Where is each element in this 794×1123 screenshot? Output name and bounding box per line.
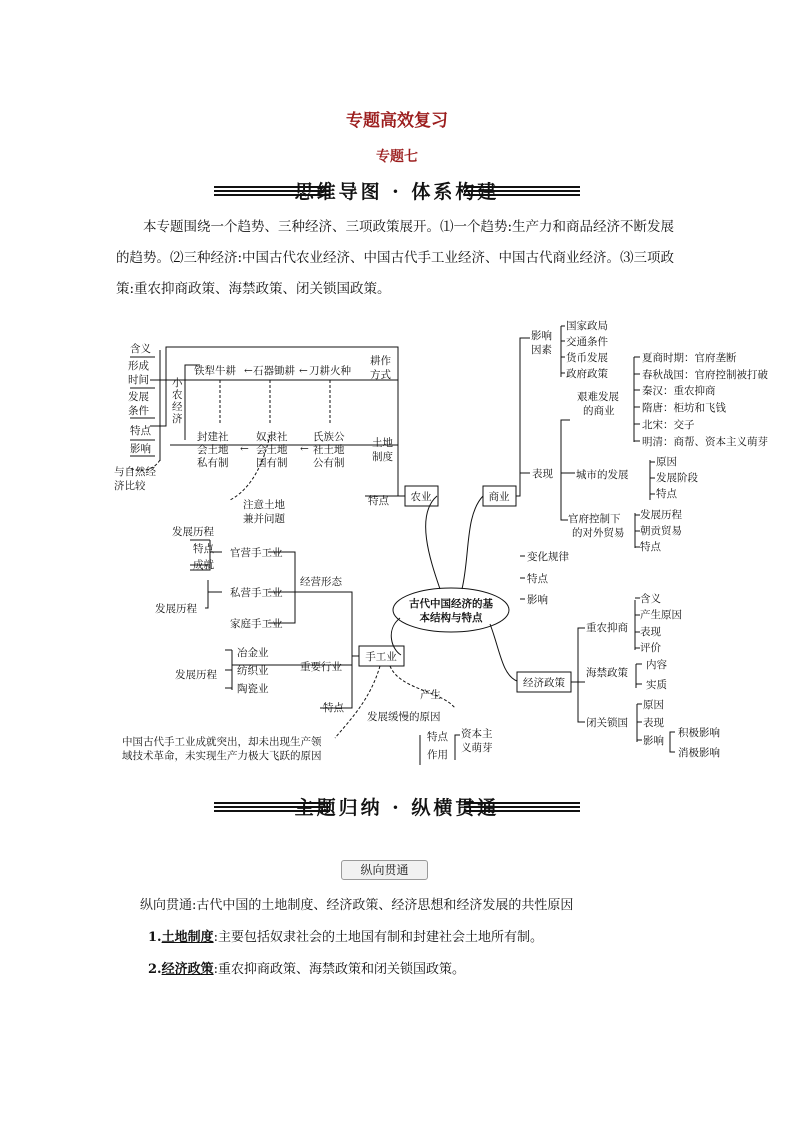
commerce-factors-label: 影响	[531, 330, 552, 342]
craft-label: 手工业	[365, 651, 397, 663]
craft-jingying: 经营形态	[300, 576, 342, 588]
commerce-foreign: 的对外贸易	[572, 527, 625, 539]
craft-industry: 冶金业	[237, 647, 269, 659]
center-ellipse	[393, 588, 509, 632]
craft-guanying: 官营手工业	[230, 547, 283, 559]
policy-hj-sub: 内容	[646, 659, 667, 671]
craft-jiating: 家庭手工业	[230, 618, 283, 630]
item-number: 2.	[148, 962, 162, 977]
agri-item: 条件	[128, 405, 149, 417]
craft-history: 发展历程	[172, 526, 214, 538]
agri-item: 含义	[130, 343, 151, 355]
banner-text: 主题归纳 · 纵横贯通	[294, 797, 500, 819]
craft-zibenzhuyi: 义萌芽	[461, 742, 493, 754]
commerce-period: 北宋：交子	[642, 419, 695, 431]
commerce-period: 明清：商帮、资本主义萌芽	[642, 436, 768, 448]
agri-tedian: 特点	[368, 495, 389, 507]
land-item: 氏族公	[313, 431, 345, 443]
jianbing-note: 注意土地	[243, 499, 285, 511]
summary-intro-line: 纵向贯通:古代中国的土地制度、经济政策、经济思想和经济发展的共性原因	[140, 898, 574, 913]
craft-industry: 陶瓷业	[237, 683, 269, 695]
policy-zhongnong: 重农抑商	[586, 622, 628, 634]
item-text: :重农抑商政策、海禁政策和闭关锁国政策。	[213, 962, 465, 977]
craft-tedian: 特点	[323, 702, 344, 714]
commerce-period: 春秋战国：官府控制被打破	[642, 369, 768, 381]
item-text: :主要包括奴隶社会的土地国有制和封建社会土地所有制。	[213, 930, 543, 945]
land-item: 奴隶社	[256, 431, 288, 443]
craft-zhongyao: 重要行业	[300, 661, 342, 673]
policy-bg-sub: 影响	[643, 735, 664, 747]
craft-zb-sub: 作用	[427, 749, 448, 761]
commerce-biaoxian: 表现	[532, 468, 553, 480]
gengzuo-label: 方式	[370, 369, 391, 381]
agri-label: 农业	[410, 491, 432, 503]
commerce-jiannan: 艰难发展	[577, 391, 619, 403]
commerce-jiannan: 的商业	[583, 405, 615, 417]
agri-item: 时间	[128, 374, 149, 386]
policy-zn-sub: 表现	[640, 626, 661, 638]
center-line-2: 本结构与特点	[419, 612, 483, 624]
land-item: 会土地	[256, 444, 288, 456]
land-item: 社土地	[313, 444, 345, 456]
land-item: 私有制	[197, 457, 229, 469]
commerce-factors-label: 因素	[531, 344, 552, 356]
agri-item: 影响	[130, 443, 151, 455]
commerce-period: 隋唐：柜坊和飞钱	[642, 402, 726, 414]
commerce-city-sub: 原因	[656, 456, 677, 468]
connector-commerce	[462, 496, 483, 589]
policy-label: 经济政策	[523, 677, 565, 689]
policy-biguan: 闭关锁国	[586, 717, 628, 729]
craft-note: 中国古代手工业成就突出，却未出现生产领	[122, 736, 322, 748]
commerce-period: 夏商时期：官府垄断	[642, 352, 737, 364]
tab-vertical: 纵向贯通	[341, 860, 428, 880]
craft-zibenzhuyi: 资本主	[461, 728, 493, 740]
commerce-factor: 国家政局	[566, 320, 608, 332]
commerce-factor: 政府政策	[566, 368, 608, 380]
page-subtitle: 专题七	[376, 149, 418, 165]
page-title: 专题高效复习	[346, 111, 448, 131]
craft-chansheng: 产生	[420, 689, 441, 701]
arrow-icon: ←	[300, 443, 309, 455]
craft-siying: 私营手工业	[230, 587, 283, 599]
commerce-foreign-sub: 发展历程	[640, 509, 682, 521]
commerce-city-sub: 发展阶段	[656, 472, 698, 484]
commerce-city: 城市的发展	[576, 469, 629, 481]
policy-zn-sub: 评价	[640, 642, 661, 654]
agri-compare: 与自然经	[114, 466, 156, 478]
commerce-foreign-sub: 特点	[640, 541, 661, 553]
policy-bg-sub: 原因	[643, 699, 664, 711]
commerce-guilv: 变化规律	[527, 551, 569, 563]
banner-text: 思维导图 · 体系构建	[294, 181, 500, 203]
policy-hj-sub: 实质	[646, 679, 667, 691]
policy-bg-sub: 表现	[643, 717, 664, 729]
craft-industry: 纺织业	[237, 665, 269, 677]
craft-note: 域技术革命，未实现生产力极大飞跃的原因	[122, 750, 322, 762]
xiaonong-char: 济	[172, 413, 183, 425]
land-item: 封建社	[197, 431, 229, 443]
summary-item-2	[148, 958, 748, 977]
policy-haijin: 海禁政策	[586, 667, 628, 679]
summary-item-1	[148, 926, 748, 945]
agri-compare: 济比较	[114, 480, 146, 492]
connector-policy	[490, 624, 517, 681]
item-number: 1.	[148, 930, 162, 945]
policy-bg-effect: 消极影响	[678, 747, 720, 759]
tool-item: 石器锄耕	[253, 365, 295, 377]
arrow-icon: ←	[299, 365, 308, 377]
commerce-factor: 交通条件	[566, 336, 608, 348]
xiaonong-char: 农	[172, 389, 183, 401]
land-item: 国有制	[256, 457, 288, 469]
tudi-label: 制度	[372, 451, 393, 463]
commerce-factor: 货币发展	[566, 352, 608, 364]
commerce-tedian: 特点	[527, 573, 548, 585]
commerce-foreign: 官府控制下	[568, 513, 621, 525]
connector-craft	[391, 618, 401, 655]
craft-gy-sub: 成就	[193, 559, 214, 571]
gengzuo-label: 耕作	[370, 355, 391, 367]
commerce-foreign-sub: 朝贡贸易	[640, 525, 682, 537]
land-item: 公有制	[313, 457, 345, 469]
commerce-yingxiang: 影响	[527, 594, 548, 606]
xiaonong-char: 经	[172, 401, 183, 413]
tool-item: 铁犁牛耕	[194, 365, 236, 377]
section-banner-summary	[214, 796, 580, 820]
arrow-icon: ←	[240, 443, 249, 455]
center-line-1: 古代中国经济的基	[409, 598, 493, 610]
item-key: 经济政策	[161, 962, 214, 977]
commerce-label: 商业	[488, 491, 510, 503]
xiaonong-char: 小	[172, 377, 183, 389]
commerce-city-sub: 特点	[656, 488, 677, 500]
commerce-period: 秦汉：重农抑商	[642, 385, 716, 397]
craft-history3: 发展历程	[175, 669, 217, 681]
policy-zn-sub: 含义	[640, 593, 661, 605]
craft-zb-sub: 特点	[427, 731, 448, 743]
craft-gy-sub: 特点	[193, 543, 214, 555]
item-key: 土地制度	[161, 930, 214, 945]
policy-zn-sub: 产生原因	[640, 609, 682, 621]
land-item: 会土地	[197, 444, 229, 456]
craft-history2: 发展历程	[155, 603, 197, 615]
tudi-label: 土地	[372, 437, 393, 449]
connector-agri	[426, 496, 440, 589]
tool-item: 刀耕火种	[309, 365, 351, 377]
jianbing-note: 兼并问题	[243, 513, 285, 525]
agri-item: 特点	[130, 425, 151, 437]
agri-item: 发展	[128, 391, 149, 403]
craft-slow: 发展缓慢的原因	[367, 711, 441, 723]
policy-bg-effect: 积极影响	[678, 727, 720, 739]
arrow-icon: ←	[244, 365, 253, 377]
agri-item: 形成	[128, 360, 149, 372]
intro-paragraph: 本专题围绕一个趋势、三种经济、三项政策展开。⑴一个趋势:生产力和商品经济不断发展的趋势。⑵三种经济:中国古代农业经济、中国古代手工业经济、中国古代商业经济。⑶三项政策:重农抑商政策、海禁政策、闭关锁国政策。	[116, 219, 675, 297]
